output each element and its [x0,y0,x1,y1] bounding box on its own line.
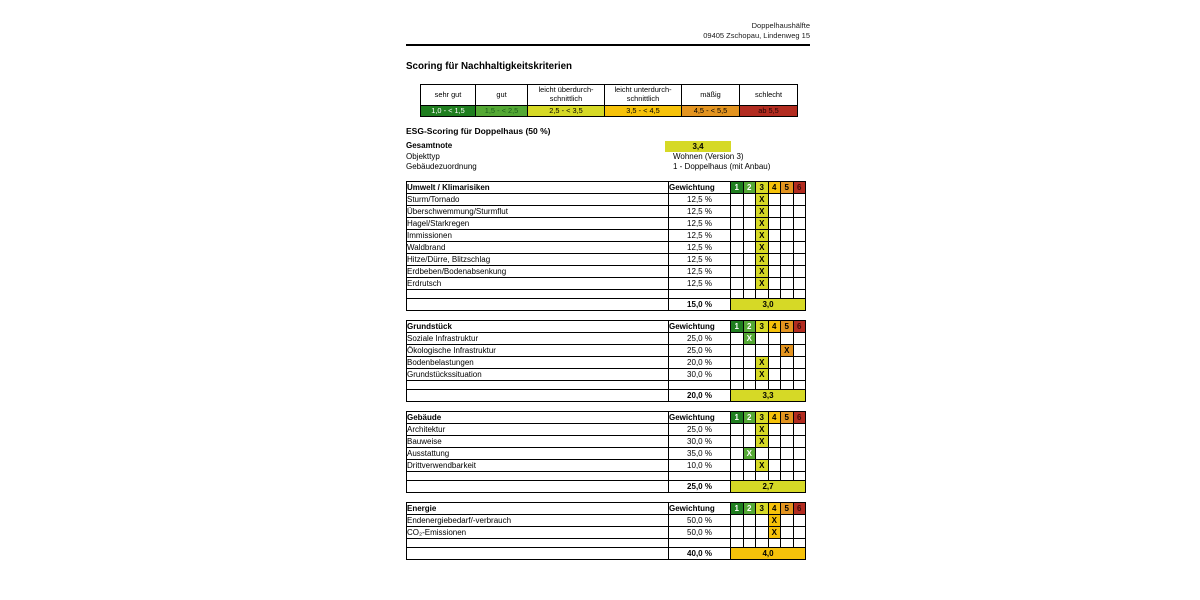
spacer-label-cell [407,381,669,390]
score-cell [743,206,756,218]
score-x-mark: X [781,345,794,357]
score-cell [731,230,744,242]
score-column-header: 2 [743,321,756,333]
section-table [406,181,806,311]
section-total-row [407,390,806,402]
score-cell [793,460,806,472]
section-table [406,320,806,402]
spacer-weight-cell [669,539,731,548]
total-score-band: 4,0 [731,548,806,560]
section-title: Umwelt / Klimarisiken [407,182,669,194]
score-cell [793,369,806,381]
criterion-weight: 20,0 % [669,357,731,369]
score-cell [781,206,794,218]
criterion-row [407,357,806,369]
score-cell [768,333,781,345]
score-cell [768,206,781,218]
score-cell [793,254,806,266]
score-cell [743,194,756,206]
total-label-cell [407,390,669,402]
score-cell [768,345,781,357]
legend-range-value: 2,5 - < 3,5 [528,106,605,117]
score-cell [781,242,794,254]
score-cell [731,345,744,357]
spacer-row [407,381,806,390]
weight-header: Gewichtung [669,503,731,515]
spacer-score-cell [731,472,744,481]
score-column-header: 4 [768,321,781,333]
score-cell [768,448,781,460]
score-x-mark: X [756,460,769,472]
criterion-label: Endenergiebedarf/-verbrauch [407,515,669,527]
criterion-row [407,369,806,381]
spacer-score-cell [781,290,794,299]
objekttyp-value: Wohnen (Version 3) [673,152,744,161]
score-cell [731,448,744,460]
score-cell [793,218,806,230]
criterion-weight: 12,5 % [669,278,731,290]
spacer-label-cell [407,290,669,299]
score-column-header: 1 [731,321,744,333]
weight-header: Gewichtung [669,182,731,194]
score-x-mark: X [756,369,769,381]
spacer-score-cell [768,381,781,390]
score-cell [768,369,781,381]
criterion-weight: 12,5 % [669,230,731,242]
section-total-row [407,481,806,493]
score-cell [731,527,744,539]
criterion-weight: 25,0 % [669,424,731,436]
score-cell [743,424,756,436]
gebaeudezuordnung-value: 1 - Doppelhaus (mit Anbau) [673,162,771,171]
gebaeudezuordnung-label: Gebäudezuordnung [406,162,477,171]
spacer-score-cell [793,290,806,299]
spacer-label-cell [407,472,669,481]
section-header-row [407,182,806,194]
score-cell [793,278,806,290]
legend-range-value: 1,5 - < 2,5 [476,106,528,117]
criterion-weight: 50,0 % [669,515,731,527]
score-x-mark: X [743,448,756,460]
criterion-label: Immissionen [407,230,669,242]
total-weight: 25,0 % [669,481,731,493]
score-x-mark: X [756,357,769,369]
criterion-row [407,345,806,357]
total-weight: 15,0 % [669,299,731,311]
score-column-header: 3 [756,182,769,194]
total-weight: 20,0 % [669,390,731,402]
criterion-label: Soziale Infrastruktur [407,333,669,345]
criterion-label: Erdbeben/Bodenabsenkung [407,266,669,278]
criterion-weight: 10,0 % [669,460,731,472]
criterion-label: Überschwemmung/Sturmflut [407,206,669,218]
section-title: Energie [407,503,669,515]
score-column-header: 5 [781,182,794,194]
score-cell [743,357,756,369]
score-cell [756,345,769,357]
score-x-mark: X [756,266,769,278]
spacer-score-cell [743,381,756,390]
criterion-weight: 12,5 % [669,254,731,266]
score-cell [768,242,781,254]
spacer-score-cell [768,472,781,481]
score-cell [731,369,744,381]
criterion-row [407,515,806,527]
criterion-weight: 25,0 % [669,345,731,357]
criterion-row [407,436,806,448]
score-cell [793,345,806,357]
criterion-row [407,527,806,539]
score-column-header: 4 [768,412,781,424]
score-x-mark: X [756,194,769,206]
score-cell [731,436,744,448]
criterion-weight: 12,5 % [669,242,731,254]
spacer-score-cell [756,290,769,299]
criterion-weight: 30,0 % [669,436,731,448]
score-cell [731,515,744,527]
score-cell [793,448,806,460]
score-x-mark: X [756,206,769,218]
score-cell [781,266,794,278]
section-header-row [407,321,806,333]
score-cell [768,266,781,278]
legend-category-label: schlecht [740,85,798,106]
criterion-row [407,448,806,460]
header-divider [406,44,810,46]
criterion-row [407,254,806,266]
score-cell [781,254,794,266]
criterion-row [407,194,806,206]
weight-header: Gewichtung [669,412,731,424]
score-cell [781,424,794,436]
spacer-weight-cell [669,290,731,299]
score-column-header: 6 [793,321,806,333]
legend-range-value: 1,0 - < 1,5 [421,106,476,117]
score-cell [793,436,806,448]
score-cell [731,266,744,278]
score-cell [743,527,756,539]
score-column-header: 5 [781,321,794,333]
criterion-label: Waldbrand [407,242,669,254]
legend-category-label: leicht unterdurch- schnittlich [605,85,682,106]
score-x-mark: X [756,278,769,290]
spacer-score-cell [781,539,794,548]
criterion-weight: 12,5 % [669,206,731,218]
score-cell [743,254,756,266]
score-column-header: 6 [793,503,806,515]
score-cell [793,515,806,527]
criterion-row [407,206,806,218]
criterion-label: Bodenbelastungen [407,357,669,369]
criterion-label: Ökologische Infrastruktur [407,345,669,357]
score-cell [793,333,806,345]
esg-subtitle: ESG-Scoring für Doppelhaus (50 %) [406,126,551,136]
header-address: 09405 Zschopau, Lindenweg 15 [703,30,810,40]
score-cell [743,460,756,472]
spacer-score-cell [756,381,769,390]
score-x-mark: X [756,254,769,266]
score-cell [781,218,794,230]
score-cell [781,278,794,290]
section-total-row [407,299,806,311]
legend-range-value: ab 5,5 [740,106,798,117]
spacer-score-cell [793,381,806,390]
criterion-weight: 35,0 % [669,448,731,460]
score-cell [731,278,744,290]
criterion-label: CO₂-Emissionen [407,527,669,539]
legend-range-value: 3,5 - < 4,5 [605,106,682,117]
score-cell [781,515,794,527]
score-column-header: 4 [768,182,781,194]
spacer-row [407,290,806,299]
criterion-label: Architektur [407,424,669,436]
score-cell [743,230,756,242]
spacer-score-cell [793,539,806,548]
criterion-weight: 12,5 % [669,218,731,230]
criterion-label: Grundstückssituation [407,369,669,381]
score-cell [731,206,744,218]
spacer-score-cell [743,290,756,299]
spacer-row [407,472,806,481]
total-weight: 40,0 % [669,548,731,560]
score-x-mark: X [756,218,769,230]
gesamtnote-value: 3,4 [665,141,731,152]
total-score-band: 3,0 [731,299,806,311]
score-cell [731,194,744,206]
score-cell [756,448,769,460]
score-x-mark: X [768,527,781,539]
score-cell [781,527,794,539]
legend-category-label: gut [476,85,528,106]
spacer-score-cell [756,539,769,548]
spacer-weight-cell [669,381,731,390]
score-x-mark: X [756,230,769,242]
score-cell [768,230,781,242]
legend-range-row [421,106,798,117]
header-object-type: Doppelhaushälfte [751,21,810,30]
score-cell [731,460,744,472]
score-column-header: 3 [756,412,769,424]
score-cell [743,436,756,448]
criterion-row [407,218,806,230]
total-label-cell [407,481,669,493]
score-column-header: 6 [793,412,806,424]
score-cell [768,194,781,206]
score-x-mark: X [743,333,756,345]
total-label-cell [407,548,669,560]
section-table [406,502,806,560]
score-cell [781,230,794,242]
criterion-label: Hagel/Starkregen [407,218,669,230]
criterion-row [407,424,806,436]
score-cell [768,424,781,436]
score-cell [743,278,756,290]
score-cell [743,218,756,230]
score-column-header: 6 [793,182,806,194]
criterion-label: Sturm/Tornado [407,194,669,206]
score-cell [743,242,756,254]
score-cell [731,218,744,230]
score-column-header: 5 [781,503,794,515]
spacer-score-cell [731,381,744,390]
score-cell [793,266,806,278]
score-cell [743,515,756,527]
score-cell [743,369,756,381]
spacer-score-cell [743,539,756,548]
page-title: Scoring für Nachhaltigkeitskriterien [406,61,573,72]
criterion-label: Bauweise [407,436,669,448]
score-cell [781,333,794,345]
section-total-row [407,548,806,560]
score-column-header: 1 [731,503,744,515]
spacer-score-cell [793,472,806,481]
total-score-band: 2,7 [731,481,806,493]
criterion-label: Hitze/Dürre, Blitzschlag [407,254,669,266]
score-cell [781,369,794,381]
document-header [703,21,810,40]
score-cell [731,242,744,254]
spacer-label-cell [407,539,669,548]
legend-category-label: leicht überdurch- schnittlich [528,85,605,106]
score-cell [768,357,781,369]
score-cell [756,333,769,345]
criterion-weight: 25,0 % [669,333,731,345]
score-cell [793,194,806,206]
criterion-row [407,333,806,345]
criterion-row [407,460,806,472]
score-x-mark: X [756,424,769,436]
score-cell [768,254,781,266]
legend-range-value: 4,5 - < 5,5 [682,106,740,117]
spacer-score-cell [781,381,794,390]
section-title: Grundstück [407,321,669,333]
section-title: Gebäude [407,412,669,424]
score-cell [768,460,781,472]
score-cell [781,448,794,460]
criterion-weight: 12,5 % [669,194,731,206]
legend-category-label: mäßig [682,85,740,106]
score-x-mark: X [768,515,781,527]
score-x-mark: X [756,242,769,254]
criterion-row [407,242,806,254]
score-cell [768,436,781,448]
score-column-header: 5 [781,412,794,424]
score-cell [756,515,769,527]
score-column-header: 3 [756,503,769,515]
spacer-score-cell [781,472,794,481]
score-cell [768,278,781,290]
criterion-label: Drittverwendbarkeit [407,460,669,472]
gesamtnote-label: Gesamtnote [406,141,453,150]
total-score-band: 3,3 [731,390,806,402]
spacer-weight-cell [669,472,731,481]
sections [406,181,806,569]
criterion-weight: 50,0 % [669,527,731,539]
legend-label-row [421,85,798,106]
score-column-header: 2 [743,182,756,194]
spacer-row [407,539,806,548]
spacer-score-cell [756,472,769,481]
criterion-weight: 30,0 % [669,369,731,381]
weight-header: Gewichtung [669,321,731,333]
score-cell [781,436,794,448]
score-legend-table [420,84,798,117]
spacer-score-cell [768,539,781,548]
score-column-header: 3 [756,321,769,333]
score-cell [743,266,756,278]
score-cell [793,242,806,254]
score-cell [768,218,781,230]
criterion-label: Erdrutsch [407,278,669,290]
score-x-mark: X [756,436,769,448]
score-cell [793,527,806,539]
score-cell [781,460,794,472]
score-cell [793,357,806,369]
score-cell [731,357,744,369]
criterion-row [407,278,806,290]
document-page [406,0,810,600]
score-column-header: 2 [743,412,756,424]
score-cell [731,254,744,266]
score-cell [793,230,806,242]
score-cell [731,424,744,436]
criterion-label: Ausstattung [407,448,669,460]
objekttyp-label: Objekttyp [406,152,440,161]
spacer-score-cell [731,290,744,299]
score-cell [793,424,806,436]
section-header-row [407,412,806,424]
score-cell [756,527,769,539]
score-column-header: 4 [768,503,781,515]
criterion-row [407,266,806,278]
score-cell [793,206,806,218]
score-cell [731,333,744,345]
criterion-weight: 12,5 % [669,266,731,278]
score-column-header: 1 [731,182,744,194]
score-cell [743,345,756,357]
spacer-score-cell [731,539,744,548]
score-cell [781,194,794,206]
score-column-header: 1 [731,412,744,424]
legend-category-label: sehr gut [421,85,476,106]
spacer-score-cell [743,472,756,481]
section-header-row [407,503,806,515]
spacer-score-cell [768,290,781,299]
score-column-header: 2 [743,503,756,515]
score-cell [781,357,794,369]
total-label-cell [407,299,669,311]
section-table [406,411,806,493]
criterion-row [407,230,806,242]
